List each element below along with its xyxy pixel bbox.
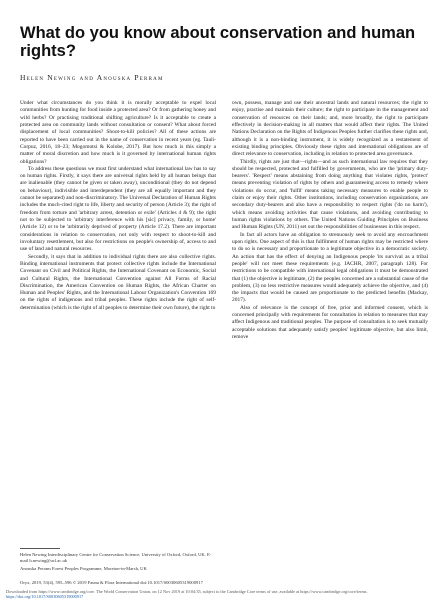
journal-citation: Oryx, 2019, 53(4), 595–596 © 2019 Fauna & Flora International doi:10.1017/S0030605319000917 (20, 580, 203, 585)
footnote: Helen Newing Interdisciplinary Centre for Conservation Science, University of Oxford, Oxford, UK. E-mail h.newing@ucl.ac.uk (20, 552, 212, 563)
paragraph: Secondly, it says that in addition to individual rights there are also collective rights. Binding international instruments that protect collective rights include the International Covenant on Civil and Political Rights, the International Covenant on Economic, Social and Cultural Rights, the International Convention against All Forms of Racial Discrimination, the American Convention on Human Rights, the African Charter on Human and Peoples' Rights, and the International Labour Organization's Convention 169 on the rights of indigenous and tribal peoples. These rights include the right of self-determination (which is the right of all peoples to determine their own future), the right to (20, 253, 216, 311)
footnote: Anouska Perram Forest Peoples Programme, Moreton-in-Marsh, UK (20, 566, 147, 571)
doi-link[interactable]: https://doi.org/10.1017/S0030605319000917 (6, 594, 84, 600)
paragraph: Thirdly, rights are just that—rights—and as such international law requires that they should be respected, protected and fulfilled by governments, who are the 'primary duty-bearers'. 'Respect' means abstaining from doing anything that violates rights, 'protect' means preventing violation of rights by others and guaranteeing access to remedy where violations do occur, and 'fulfil' means taking necessary measures to enable people to claim or enjoy their rights. Other institutions, including conservation organizations, are secondary duty-bearers and also have a responsibility to respect rights ('do no harm'), which means avoiding activities that cause violations, and avoiding contributing to human rights violations by others. The United Nations Guiding Principles on Business and Human Rights (UN, 2011) set out the responsibilities of businesses in this respect. (232, 158, 428, 231)
download-text: Downloaded from https://www.cambridge.org/core. The World Conservation Union, on 12 Nov 2019 at 10:04:35, subject to the Cambridge Core terms of use, available at https://www.cambridge.org/core/terms. (6, 589, 368, 594)
author-affiliations (20, 548, 216, 574)
article-authors: Helen Newing and Anouska Perram (20, 73, 164, 82)
article-title: What do you know about conservation and human rights? (20, 24, 416, 60)
paragraph: own, possess, manage and use their ancestral lands and natural resources; the right to enjoy, practise and maintain their culture; the right to participate in the management and conservation of resources on their lands; and, more broadly, the right to participate effectively in decision-making in all matters that would affect their rights. The United Nations Declaration on the Rights of Indigenous Peoples further clarifies these rights and, although it is a non-binding instrument, it is widely recognized as a restatement of existing binding principles. Obviously these rights and international obligations are of direct relevance to conservation, including in relation to protected area governance. (232, 100, 428, 158)
left-column (20, 100, 216, 312)
divider (20, 548, 60, 549)
download-notice (6, 589, 442, 599)
paragraph: In fact all actors have an obligation to strenuously seek to avoid any encroachment upon rights. One aspect of this is that fulfilment of human rights may be restricted where to do so is necessary and proportionate to a legitimate objective in a democratic society. An action that has the effect of denying an Indigenous people 'its survival as a tribal people' will not meet these requirements (e.g. IACHR, 2007, paragraph 128). For restrictions to be compatible with international legal obligations it must be demonstrated that (1) the objective is legitimate, (2) the peoples concerned are a substantial cause of the problem, (3) no less restrictive measures would adequately achieve the objective, and (4) the impacts that would be caused are proportionate to the predicted benefits (Mackay, 2017). (232, 231, 428, 304)
paragraph: Also of relevance is the concept of free, prior and informed consent, which is concerned principally with requirements for consultation in relation to measures that may affect Indigenous and traditional peoples. The purpose of consultation is to seek mutually acceptable solutions that adequately satisfy peoples' legitimate objective, but also limit, remove (232, 304, 428, 340)
paragraph: To address these questions we must first understand what international law has to say on human rights. Firstly, it says there are universal rights held by all human beings that are inalienable (they cannot be given or taken away), unconditional (they do not depend on behaviour), indivisible and interdependent (they are all equally important and they cannot be separated) and non-discriminatory. The Universal Declaration of Human Rights includes the much-cited right to life, liberty and security of person (Article 3); the right of freedom from torture and 'arbitrary arrest, detention or exile' (Articles 4 & 9); the right not to be subjected to 'arbitrary interference with his [sic] privacy, family, or home' (Article 12) or to be 'arbitrarily deprived of property (Article 17.2). There are important considerations in relation to conservation, not only with respect to shoot-to-kill and involuntary resettlement, but also for restrictions on people's ownership of, access to and use of land and natural resources. (20, 165, 216, 253)
right-column (232, 100, 428, 341)
paragraph: Under what circumstances do you think it is morally acceptable to expel local communities from hunting for food inside a protected area? Or from gathering honey and wild herbs? Or practising traditional shifting agriculture? Is it acceptable to create a protected area on community lands without consultation or consent? What about forced displacement of local communities? Shoot-to-kill policies? All of these actions are reported to have been carried out in the name of conservation in recent years (eg. Tauli-Corpuz, 2016, 18–23; Mogomotsi & Kolobe, 2017). But how much is this simply a matter of moral discretion and how much is it governed by international human rights obligations? (20, 100, 216, 165)
